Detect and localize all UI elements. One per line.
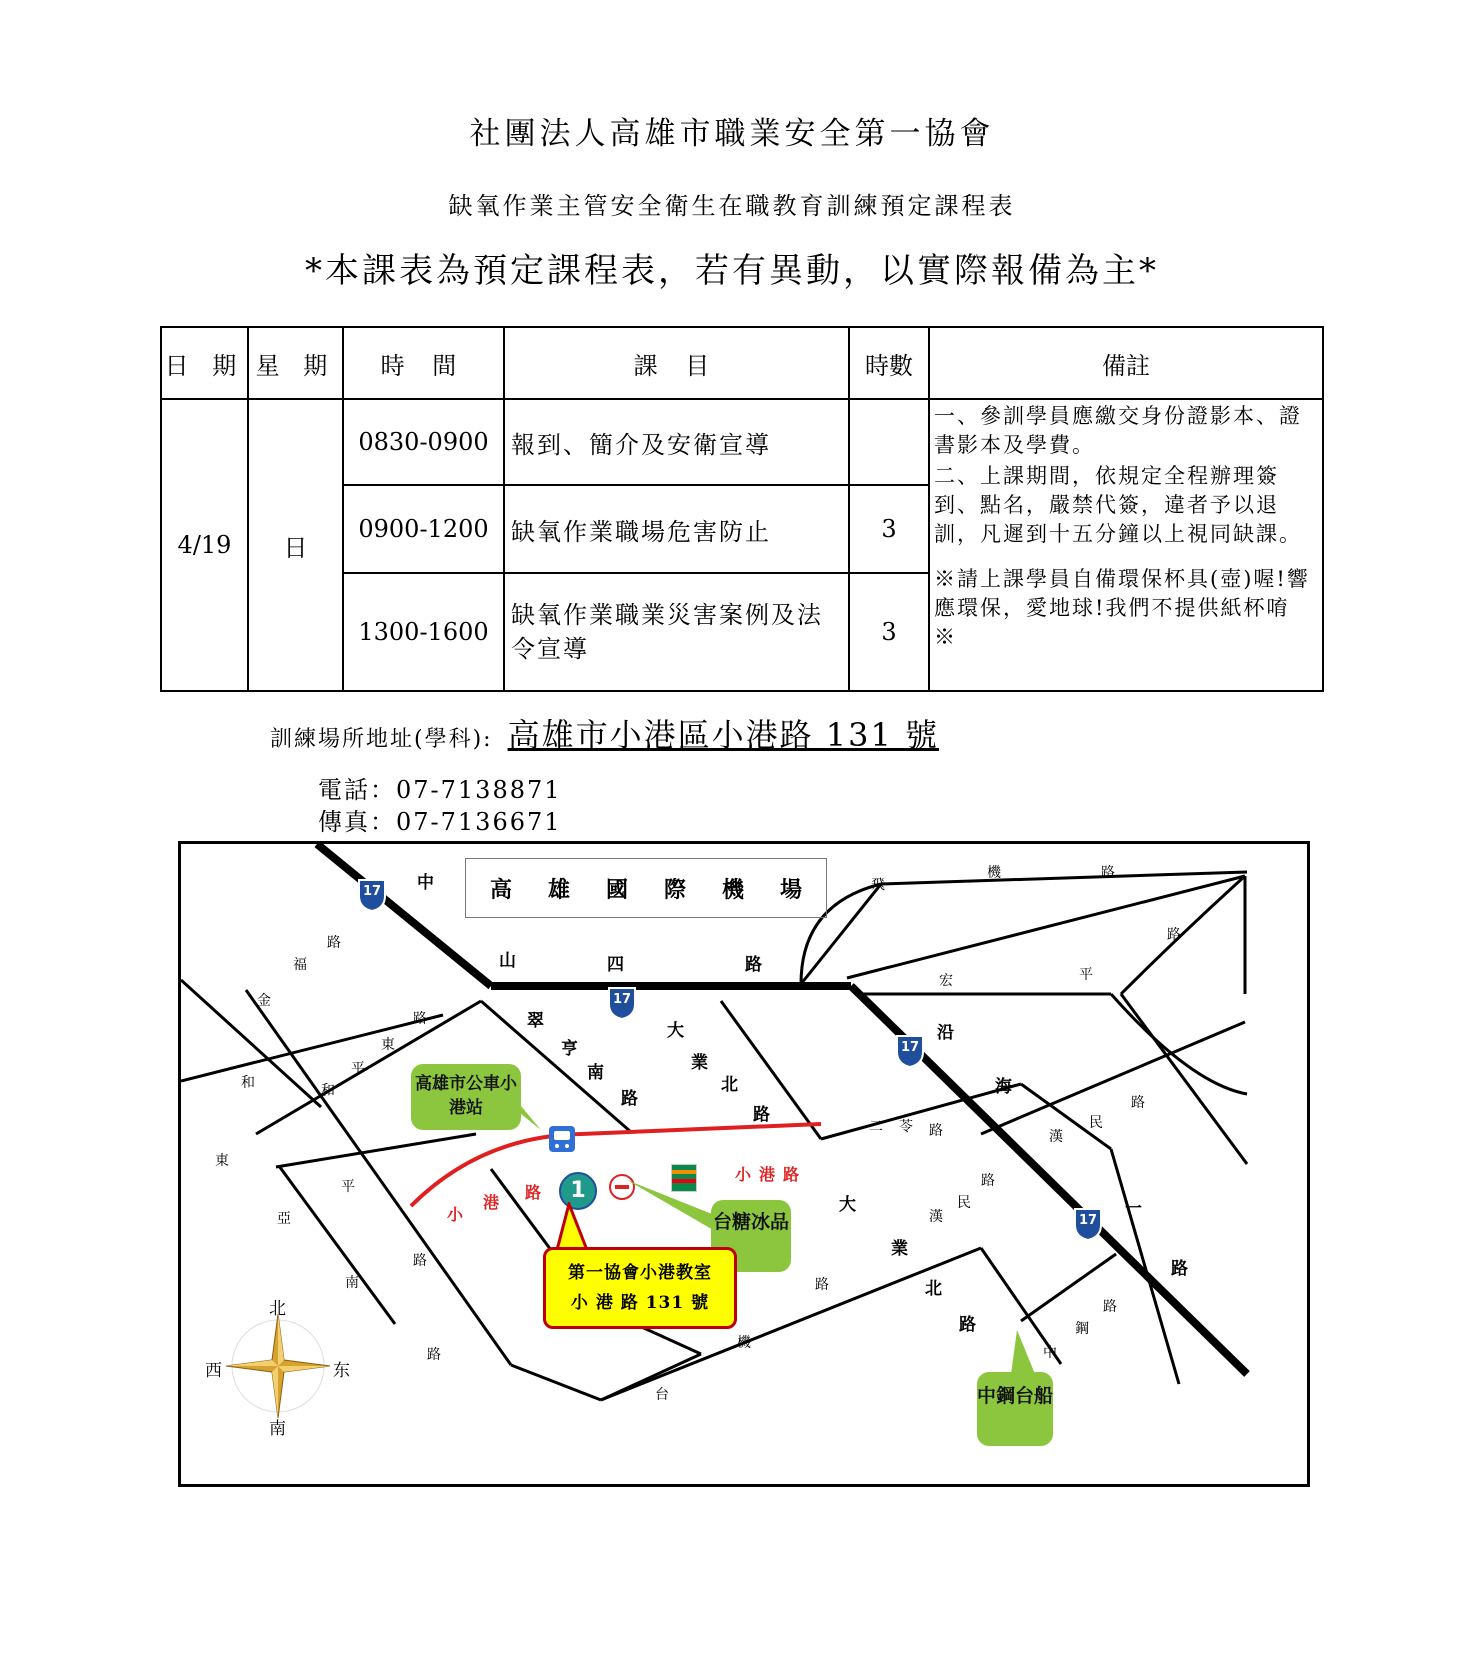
highway-number: 17	[362, 884, 382, 899]
callout-pointer-icon	[551, 1202, 591, 1252]
road-label: 業	[691, 1053, 708, 1073]
road-label: 南	[587, 1063, 604, 1083]
hours-cell: 3	[849, 573, 929, 691]
road-label: 小	[447, 1205, 464, 1224]
classroom-address: 小 港 路 131 號	[570, 1293, 710, 1313]
header-date: 日 期	[161, 327, 248, 399]
road-label: 鋼	[1075, 1321, 1089, 1337]
course-schedule-table	[160, 326, 1324, 692]
date-cell: 4/19	[161, 399, 248, 691]
hours-cell: 3	[849, 485, 929, 573]
road-label: 路	[753, 1105, 770, 1125]
airport-char: 際	[663, 877, 686, 903]
road-label: 路	[413, 1253, 427, 1269]
compass-west: 西	[205, 1361, 222, 1381]
callout-pointer-icon	[1011, 1330, 1035, 1374]
road-label: 四	[607, 955, 624, 975]
highway-17-shield-icon	[607, 986, 637, 1020]
header-time: 時 間	[343, 327, 504, 399]
remark-3: ※請上課學員自備環保杯具(壺)喔!響應環保，愛地球!我們不提供紙杯唷 ※	[934, 567, 1310, 649]
road-label: 路	[1101, 865, 1115, 881]
bus-station-callout: 高雄市公車小港站	[411, 1064, 521, 1130]
highway-number: 17	[612, 992, 632, 1007]
address-line	[270, 710, 939, 756]
highway-number: 17	[900, 1040, 920, 1055]
road-label: 和	[241, 1075, 255, 1091]
road-label: 路	[1167, 927, 1181, 943]
address-label: 訓練場所地址(學科):	[270, 727, 493, 752]
road-label: 南	[345, 1275, 359, 1291]
road-label: 小	[735, 1165, 752, 1184]
time-cell: 1300-1600	[343, 573, 504, 691]
road-label: 路	[1103, 1299, 1117, 1315]
location-map	[178, 841, 1310, 1487]
road-label: 路	[745, 955, 762, 975]
road-label: 平	[351, 1061, 365, 1077]
road-label: 機	[737, 1335, 751, 1351]
highway-17-shield-icon	[895, 1034, 925, 1068]
page-subtitle: 缺氧作業主管安全衛生在職教育訓練預定課程表	[448, 192, 1016, 220]
road-label: 路	[981, 1173, 995, 1189]
course-cell: 報到、簡介及安衛宣導	[504, 399, 849, 485]
phone-number: 電話：07-7138871	[318, 776, 562, 804]
road-label: 業	[891, 1239, 908, 1259]
road-label: 台	[655, 1387, 669, 1403]
road-label: 東	[215, 1153, 229, 1169]
road-label: 路	[929, 1123, 943, 1139]
road-label: 中	[417, 873, 434, 893]
airport-char: 機	[721, 877, 744, 903]
highway-17-shield-icon	[357, 878, 387, 912]
road-label: 宏	[939, 973, 953, 989]
airport-char: 國	[605, 877, 628, 903]
road-label: 路	[525, 1183, 542, 1202]
road-label: 翠	[527, 1011, 544, 1031]
steel-shipyard-callout: 中鋼台船	[977, 1372, 1053, 1446]
highway-number: 17	[1078, 1213, 1098, 1228]
road-label: 福	[293, 957, 307, 973]
road-label: 機	[987, 865, 1001, 881]
remark-2: 二、上課期間，依規定全程辦理簽到、點名，嚴禁代簽，違者予以退訓，凡遲到十五分鐘以上視同缺課。	[934, 464, 1302, 546]
road-label: 路	[1171, 1259, 1188, 1279]
airport-char: 雄	[547, 877, 570, 903]
airport-label	[465, 858, 827, 918]
road-label: 和	[321, 1083, 335, 1099]
road-label: 路	[427, 1347, 441, 1363]
road-label: 路	[783, 1165, 800, 1184]
course-cell: 缺氧作業職業災害案例及法令宣導	[504, 573, 849, 691]
road-label: 中	[1043, 1345, 1057, 1361]
table-row	[161, 399, 1323, 485]
road-label: 漢	[929, 1209, 943, 1225]
road-label: 大	[667, 1021, 684, 1041]
classroom-name: 第一協會小港教室	[568, 1263, 712, 1283]
road-label: 亞	[277, 1211, 291, 1227]
association-logo-icon: 1	[559, 1172, 597, 1210]
airport-char: 高	[489, 877, 512, 903]
road-label: 亨	[561, 1039, 578, 1059]
taiwan-sugar-callout: 台糖冰品	[711, 1200, 791, 1272]
header-course: 課 目	[504, 327, 849, 399]
time-cell: 0900-1200	[343, 485, 504, 573]
road-label: 路	[621, 1089, 638, 1109]
highway-17-shield-icon	[1073, 1207, 1103, 1241]
road-label: 平	[341, 1179, 355, 1195]
road-label: 路	[413, 1011, 427, 1027]
time-cell: 0830-0900	[343, 399, 504, 485]
road-label: 一	[1125, 1199, 1142, 1219]
address-value: 高雄市小港區小港路 131 號	[507, 716, 940, 754]
compass-east: 东	[333, 1361, 350, 1381]
fax-number: 傳真：07-7136671	[318, 808, 562, 836]
schedule-notice: *本課表為預定課程表，若有異動，以實際報備為主*	[305, 251, 1159, 291]
road-label: 路	[1131, 1095, 1145, 1111]
road-label: 港	[483, 1193, 500, 1212]
road-label: 路	[959, 1315, 976, 1335]
weekday-cell: 日	[248, 399, 343, 691]
table-header-row	[161, 327, 1323, 399]
header-remarks: 備註	[929, 327, 1323, 399]
road-label: 北	[925, 1279, 942, 1299]
header-weekday: 星 期	[248, 327, 343, 399]
road-label: 飛	[871, 877, 885, 893]
compass-rose	[203, 1296, 353, 1439]
road-label: 路	[815, 1277, 829, 1293]
road-label: 民	[1089, 1115, 1103, 1131]
hours-cell	[849, 399, 929, 485]
page-title: 社團法人高雄市職業安全第一協會	[469, 116, 995, 152]
road-label: 大	[839, 1195, 856, 1215]
road-label: 二	[869, 1119, 883, 1135]
bus-icon	[549, 1126, 575, 1152]
road-label: 平	[1079, 967, 1093, 983]
header-hours: 時數	[849, 327, 929, 399]
compass-north: 北	[269, 1299, 286, 1319]
road-label: 山	[499, 951, 516, 971]
road-label: 沿	[937, 1023, 954, 1043]
road-label: 東	[381, 1037, 395, 1053]
road-label: 民	[957, 1195, 971, 1211]
classroom-callout	[543, 1247, 737, 1329]
airport-char: 場	[779, 877, 802, 903]
road-label: 海	[995, 1077, 1012, 1097]
course-cell: 缺氧作業職場危害防止	[504, 485, 849, 573]
road-label: 漢	[1049, 1129, 1063, 1145]
road-label: 港	[759, 1165, 776, 1184]
compass-south: 南	[269, 1419, 286, 1439]
remark-1: 一、參訓學員應繳交身份證影本、證書影本及學費。	[934, 404, 1302, 457]
road-label: 路	[327, 935, 341, 951]
callout-pointer-icon	[511, 1106, 541, 1130]
road-label: 苓	[899, 1119, 913, 1135]
road-label: 金	[257, 993, 271, 1009]
remarks-cell	[929, 399, 1323, 691]
road-label: 北	[721, 1075, 738, 1095]
